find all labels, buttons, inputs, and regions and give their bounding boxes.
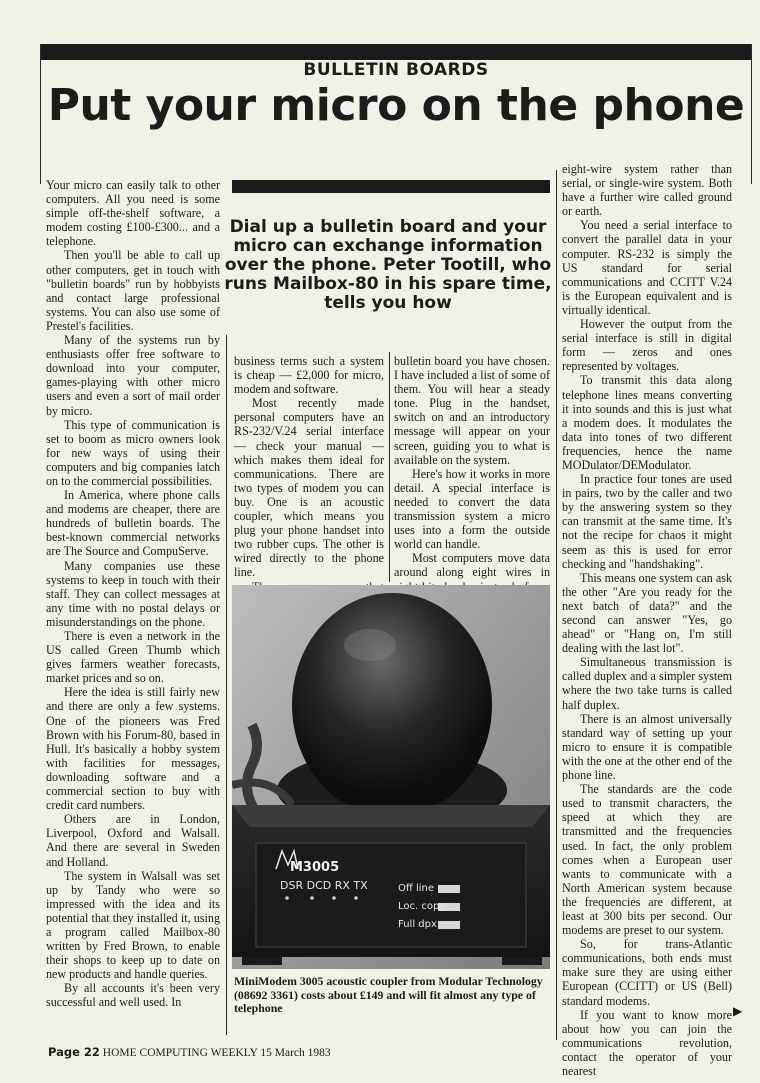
paragraph: Your micro can easily talk to other computers. All you need is some simple off-the-shelf software, a modem costing £100-£300... and a telephone. <box>46 178 220 249</box>
paragraph: Then you'll be able to call up other computers, get in touch with "bulletin boards" run by hobbyists and contact large professional systems. You can also use some of Prestel's facilities. <box>46 248 220 333</box>
modem-illustration <box>232 585 550 969</box>
paragraph: Many companies use these systems to keep in touch with their staff. They can collect messages at any time with no postal delays or misunderstandings on the phone. <box>46 558 220 629</box>
page-border-left <box>40 44 41 184</box>
paragraph: Many of the systems run by enthusiasts offer free software to download into your computer, games-playing with other micro users and even a sort of mail order by micro. <box>46 333 220 418</box>
modem-model-label: M3005 <box>290 860 340 875</box>
paragraph: If you want to know more about how you can join the communications revolution, contact the operator of your nearest <box>562 1007 732 1078</box>
modem-switch-offline: Off line <box>398 883 434 894</box>
column-rule-left-lower <box>226 625 227 1035</box>
modem-led-labels: DSR DCD RX TX <box>280 879 368 892</box>
paragraph: Others are in London, Liverpool, Oxford and Walsall. And there are several in Sweden and Holland. <box>46 812 220 869</box>
page-footer <box>48 1045 448 1059</box>
continue-arrow-icon: ▶ <box>733 1004 743 1018</box>
column-rule-mid <box>389 352 390 582</box>
paragraph: The standards are the code used to transmit characters, the speed at which they are transmitted and the frequencies used. In fact, the only problem comes when a European user wants to communicate with a North American system because the frequencies are different, at least at 300 bits per second. Our modems are preset to our system. <box>562 782 732 938</box>
paragraph: The system in Walsall was set up by Tandy who were so impressed with the idea and its potential that they installed it, using a program called Mailbox-80 written by Fred Brown, to enable their shops to keep up to date on new products and handle queries. <box>46 868 220 982</box>
standfirst: Dial up a bulletin board and your micro can exchange information over the phone. Peter Tootill, who runs Mailbox-80 in his spare time, tells you how <box>224 217 552 313</box>
column-rule-right <box>556 170 557 1040</box>
paragraph: So, for trans-Atlantic communications, both ends must make sure they are using either European (CCITT) or US (Bell) standard modems. <box>562 937 732 1008</box>
paragraph: In practice four tones are used in pairs, two by the caller and two by the answering system so they can transmit at the same time. It's not the recipe for chaos it might seem as this is used for error checking and "handshaking". <box>562 472 732 571</box>
modem-switch-loccopy: Loc. copy <box>398 901 446 912</box>
page-border-right <box>751 44 752 184</box>
paragraph: To transmit this data along telephone lines means converting it into sounds and this is just what a modem does. It modulates the data into tones of two different frequencies, hence the name MODulator/DEModulator. <box>562 373 732 472</box>
column-1 <box>46 178 220 1010</box>
headline-underbar <box>232 180 550 193</box>
paragraph: This means one system can ask the other "Are you ready for the next batch of data?" and the second can answer "Yes, go ahead" or "Hang on, I'm still dealing with the last lot". <box>562 570 732 656</box>
photo-caption: MiniModem 3005 acoustic coupler from Modular Technology (08692 3361) costs about £149 and will fit almost any type of telephone <box>234 974 543 1015</box>
paragraph: There is even a network in the US called Green Thumb which gives farmers weather forecasts, market prices and so on. <box>46 629 220 686</box>
modem-photo <box>232 585 550 969</box>
paragraph: bulletin board you have chosen. I have included a list of some of them. You will hear a steady tone. Plug in the handset, switch on and an introductory message will appear on your screen, guiding you to what is available on the system. <box>394 354 550 467</box>
paragraph: There is an almost universally standard way of setting up your micro to ensure it is compatible with the one at the other end of the phone line. <box>562 711 732 783</box>
paragraph: Most recently made personal computers have an RS-232/V.24 serial interface — check your manual — which makes them ideal for communications. There are two types of modem you can buy. One is an acoustic coupler, which means you plug your phone handset into two rubber cups. The other is wired directly to the phone line. <box>234 396 384 580</box>
paragraph: Here the idea is still fairly new and there are only a few systems. One of the pioneers was Fred Brown with his Forum-80, based in Hull. It's basically a hobby system with facilities for messages, downloading software and a commercial section to buy with credit card numbers. <box>46 685 220 813</box>
paragraph: You need a serial interface to convert the parallel data in your computer. RS-232 is simply the US standard for serial communications and CCITT V.24 is the European equivalent and is virtually identical. <box>562 218 732 317</box>
column-4 <box>562 162 732 1078</box>
column-rule-left <box>226 335 227 625</box>
paragraph: Here's how it works in more detail. A special interface is needed to convert the data transmission system a micro uses into a form the outside world can handle. <box>394 466 550 552</box>
publication-line: HOME COMPUTING WEEKLY 15 March 1983 <box>102 1047 331 1059</box>
paragraph: Most computers move data around along eight wires in <box>394 551 550 580</box>
paragraph: In America, where phone calls and modems are cheaper, there are hundreds of bulletin boards. The best-known commercial networks are The Source and CompuServe. <box>46 488 220 559</box>
paragraph: By all accounts it's been very successful and well used. In <box>46 981 220 1010</box>
top-black-bar <box>40 44 752 60</box>
page-number: Page 22 <box>48 1045 100 1059</box>
paragraph: However the output from the serial interface is still in digital form — zeros and ones represented by voltages. <box>562 317 732 374</box>
paragraph: business terms such a system is cheap — £2,000 for micro, modem and software. <box>234 354 384 397</box>
paragraph: eight-wire system rather than serial, or single-wire system. Both have a further wire called ground or earth. <box>562 162 732 219</box>
paragraph: Simultaneous transmission is called duplex and a simpler system where the two take turns is called half duplex. <box>562 655 732 712</box>
section-label: BULLETIN BOARDS <box>303 60 489 80</box>
modem-switch-fulldpx: Full dpx <box>398 919 437 930</box>
headline: Put your micro on the phone <box>47 80 745 131</box>
paragraph: This type of communication is set to boom as micro owners look for new ways of using their computers and big companies latch on to the commercial possibilities. <box>46 417 220 488</box>
